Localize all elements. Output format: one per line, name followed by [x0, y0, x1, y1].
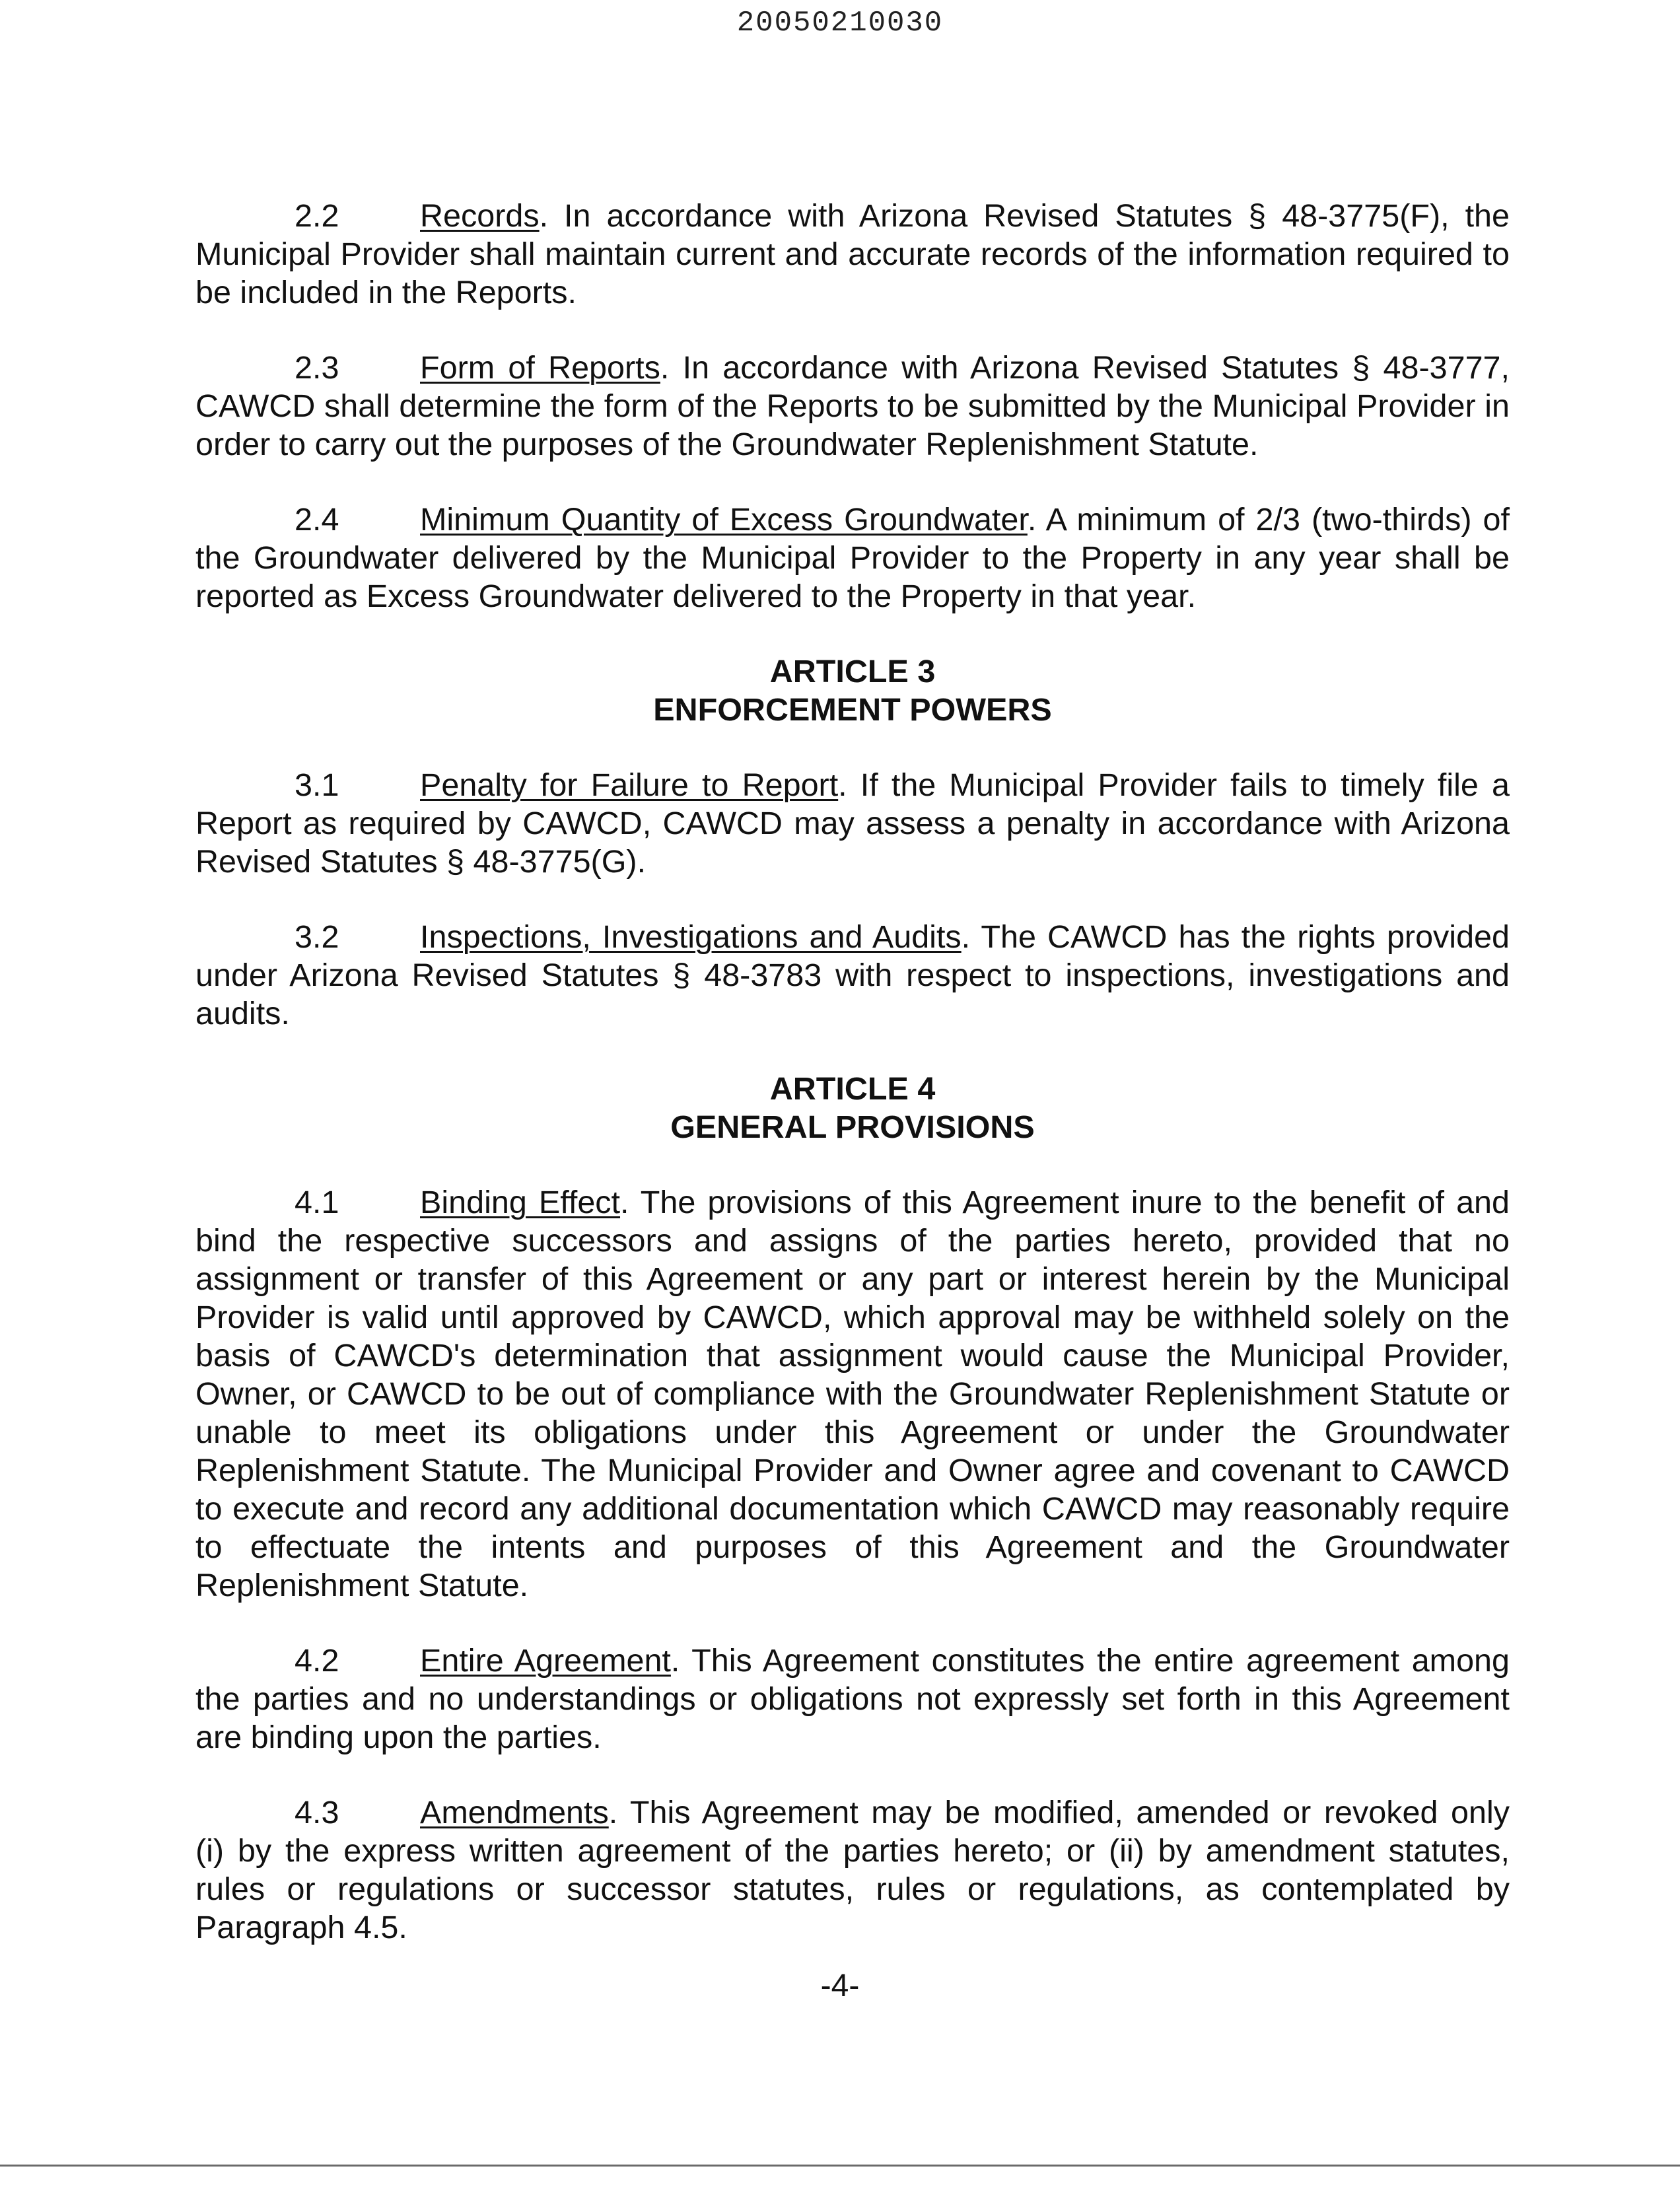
section-2-4 [195, 501, 1510, 615]
section-number: 2.3 [295, 350, 339, 386]
article-name: ENFORCEMENT POWERS [653, 692, 1052, 728]
article-name: GENERAL PROVISIONS [670, 1109, 1035, 1145]
bottom-rule [0, 2165, 1680, 2167]
section-body: . A minimum of 2/3 (two-thirds) of the Groundwater delivered by the Municipal Provider to the Property in any year shall be reported as Excess Groundwater delivered to the Property in that year. [195, 502, 1510, 614]
article-3-title [195, 652, 1510, 729]
section-number: 2.2 [295, 198, 339, 234]
section-2-2 [195, 197, 1510, 312]
section-heading: Penalty for Failure to Report [420, 767, 839, 803]
section-4-2 [195, 1642, 1510, 1756]
article-number: ARTICLE 3 [769, 654, 936, 689]
section-number: 2.4 [295, 502, 339, 538]
section-number: 4.3 [295, 1795, 339, 1830]
section-3-2 [195, 918, 1510, 1033]
page-number: -4- [820, 1968, 860, 2003]
section-number: 3.1 [295, 767, 339, 803]
section-number: 4.2 [295, 1643, 339, 1679]
section-body: . This Agreement may be modified, amended or revoked only (i) by the express written agreement of the parties hereto; or (ii) by amendment statutes, rules or regulations or successor statutes, rules or regulations, as contemplated by Paragraph 4.5. [195, 1795, 1510, 1945]
section-number: 4.1 [295, 1185, 339, 1220]
section-body: . In accordance with Arizona Revised Statutes § 48-3777, CAWCD shall determine the form of the Reports to be submitted by the Municipal Provider in order to carry out the purposes of the Groundwater Replenishment Statute. [195, 350, 1510, 462]
article-4-title [195, 1070, 1510, 1146]
section-4-3 [195, 1793, 1510, 1947]
section-3-1 [195, 766, 1510, 881]
section-heading: Form of Reports [420, 350, 660, 386]
section-heading: Minimum Quantity of Excess Groundwater [420, 502, 1028, 538]
section-body: . The CAWCD has the rights provided under Arizona Revised Statutes § 48-3783 with respect to inspections, investigations and audits. [195, 919, 1510, 1031]
section-body: . In accordance with Arizona Revised Statutes § 48-3775(F), the Municipal Provider shall maintain current and accurate records of the information required to be included in the Reports. [195, 198, 1510, 310]
section-2-3 [195, 349, 1510, 464]
section-heading: Records [420, 198, 540, 234]
document-body [195, 197, 1510, 1984]
section-heading: Amendments [420, 1795, 609, 1830]
section-body: . This Agreement constitutes the entire agreement among the parties and no understandings or obligations not expressly set forth in this Agreement are binding upon the parties. [195, 1643, 1510, 1755]
section-heading: Binding Effect [420, 1185, 621, 1220]
section-number: 3.2 [295, 919, 339, 955]
section-body: . If the Municipal Provider fails to timely file a Report as required by CAWCD, CAWCD may assess a penalty in accordance with Arizona Revised Statutes § 48-3775(G). [195, 767, 1510, 880]
section-4-1 [195, 1183, 1510, 1605]
section-body: . The provisions of this Agreement inure to the benefit of and bind the respective successors and assigns of the parties hereto, provided that no assignment or transfer of this Agreement or any part or interest herein by the Municipal Provider is valid until approved by CAWCD, which approval may be withheld solely on the basis of CAWCD's determination that assignment would cause the Municipal Provider, Owner, or CAWCD to be out of compliance with the Groundwater Replenishment Statute or unable to meet its obligations under this Agreement or under the Groundwater Replenishment Statute. The Municipal Provider and Owner agree and covenant to CAWCD to execute and record any additional documentation which CAWCD may reasonably require to effectuate the intents and purposes of this Agreement and the Groundwater Replenishment Statute. [195, 1185, 1510, 1603]
recording-number: 20050210030 [736, 7, 944, 40]
section-heading: Entire Agreement [420, 1643, 671, 1679]
section-heading: Inspections, Investigations and Audits [420, 919, 962, 955]
article-number: ARTICLE 4 [769, 1071, 936, 1107]
